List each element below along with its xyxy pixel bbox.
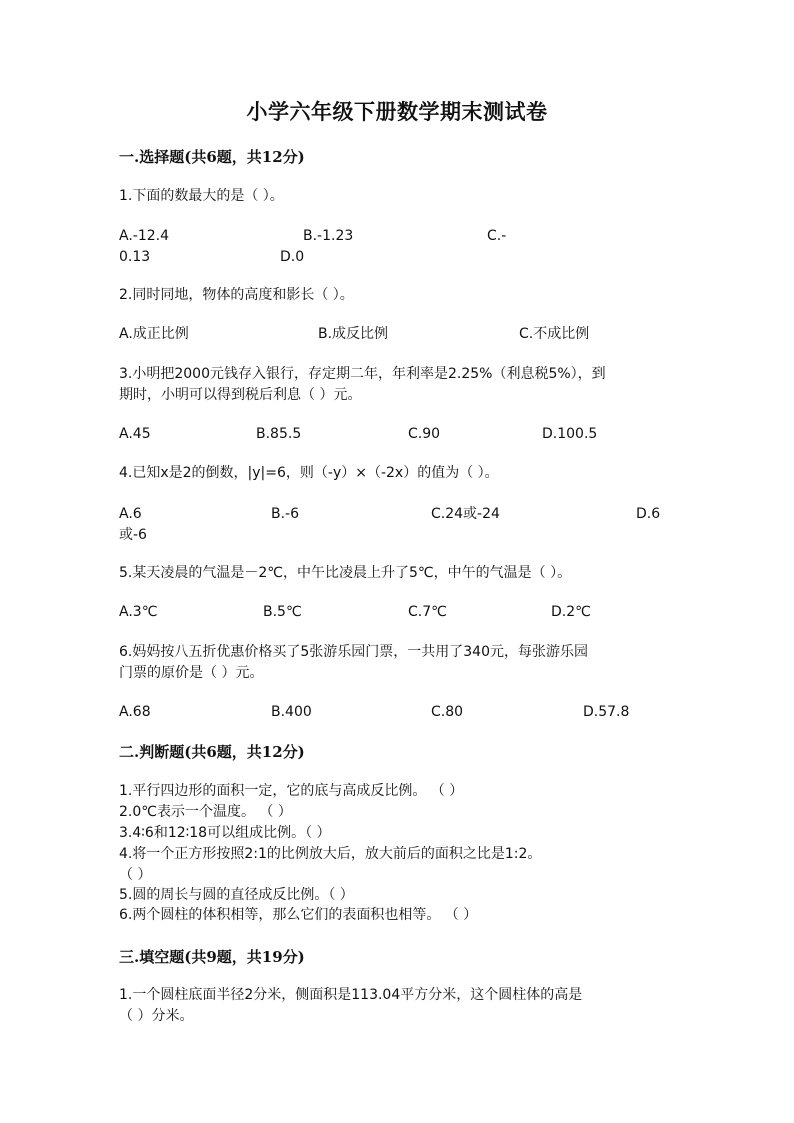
section-header-true-false: 二.判断题(共6题，共12分) [119, 743, 305, 761]
judgement-item: 5.圆的周长与圆的直径成反比例。（ ） [119, 887, 354, 903]
option-c-continued: 0.13 [119, 249, 151, 265]
option-d: D.100.5 [542, 426, 598, 442]
page-title: 小学六年级下册数学期末测试卷 [246, 99, 548, 124]
question-stem: 4.已知x是2的倒数，|y|=6，则（-y）×（-2x）的值为（ ）。 [119, 465, 499, 481]
judgement-item-continued: （ ） [119, 867, 152, 883]
question-stem: 3.小明把2000元钱存入银行，存定期二年，年利率是2.25%（利息税5%），到 [119, 366, 606, 382]
option-d: D.6 [636, 506, 661, 522]
option-b: B.-1.23 [303, 228, 354, 244]
option-b: B.400 [271, 704, 312, 720]
option-a: A.成正比例 [119, 326, 189, 342]
question-stem: 1.下面的数最大的是（ ）。 [119, 188, 284, 204]
option-a: A.-12.4 [119, 228, 170, 244]
section-header-multiple-choice: 一.选择题(共6题，共12分) [119, 148, 305, 166]
question-stem-continued: 期时，小明可以得到税后利息（ ）元。 [119, 387, 362, 403]
question-stem: 6.妈妈按八五折优惠价格买了5张游乐园门票，一共用了340元，每张游乐园 [119, 644, 588, 660]
option-c: C.80 [431, 704, 464, 720]
judgement-item: 6.两个圆柱的体积相等，那么它们的表面积也相等。 （ ） [119, 907, 478, 923]
option-a: A.6 [119, 506, 142, 522]
option-d: D.2℃ [551, 604, 591, 620]
option-c: C.90 [408, 426, 441, 442]
question-stem: 5.某天凌晨的气温是－2℃，中午比凌晨上升了5℃，中午的气温是（ ）。 [119, 565, 572, 581]
option-d: D.57.8 [583, 704, 630, 720]
option-a: A.68 [119, 704, 151, 720]
option-a: A.3℃ [119, 604, 158, 620]
option-b: B.85.5 [256, 426, 302, 442]
option-d: D.0 [280, 249, 305, 265]
option-c: C.不成比例 [519, 326, 590, 342]
option-b: B.-6 [271, 506, 300, 522]
section-header-fill-in: 三.填空题(共9题，共19分) [119, 948, 305, 966]
option-a: A.45 [119, 426, 151, 442]
judgement-item: 3.4∶6和12∶18可以组成比例。（ ） [119, 825, 331, 841]
option-d-continued: 或-6 [119, 527, 147, 543]
fill-in-item-continued: （ ）分米。 [119, 1008, 194, 1024]
option-c: C.- [487, 228, 507, 244]
fill-in-item: 1.一个圆柱底面半径2分米，侧面积是113.04平方分米，这个圆柱体的高是 [119, 987, 583, 1003]
question-stem: 2.同时同地，物体的高度和影长（ ）。 [119, 287, 354, 303]
judgement-item: 2.0℃表示一个温度。 （ ） [119, 804, 292, 820]
judgement-item: 4.将一个正方形按照2:1的比例放大后，放大前后的面积之比是1:2。 [119, 846, 542, 862]
option-c: C.24或-24 [431, 506, 500, 522]
option-b: B.成反比例 [318, 326, 389, 342]
judgement-item: 1.平行四边形的面积一定，它的底与高成反比例。 （ ） [119, 783, 464, 799]
question-stem-continued: 门票的原价是（ ）元。 [119, 665, 264, 681]
option-c: C.7℃ [408, 604, 447, 620]
option-b: B.5℃ [263, 604, 302, 620]
